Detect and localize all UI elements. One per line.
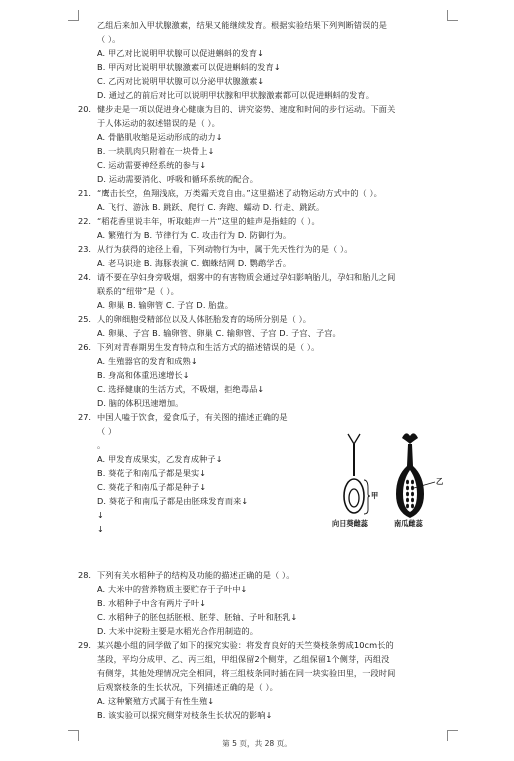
text-line: （ ）。 — [97, 34, 121, 44]
question-number: 24. — [78, 272, 92, 282]
page-footer: 第 5 页，共 28 页。 — [222, 739, 292, 748]
text-line: C. 运动需要神经系统的参与↓ — [97, 160, 207, 170]
text-line: C. 乙丙对比说明甲状腺可以分泌甲状腺激素↓ — [97, 76, 265, 86]
question-number: 25. — [78, 314, 92, 324]
text-line: 请不要在孕妇身旁吸烟，烟雾中的有害物质会通过孕妇影响胎儿，孕妇和胎儿之间 — [97, 272, 396, 282]
text-line: 下列对青春期男生发育特点和生活方式的描述错误的是（ ）。 — [97, 342, 320, 352]
pistil-figure — [332, 430, 452, 530]
question-number: 29. — [78, 640, 92, 650]
caption-pumpkin: 南瓜雌蕊 — [394, 519, 423, 528]
text-line: A. 老马识途 B. 海豚表演 C. 蜘蛛结网 D. 鹦鹉学舌。 — [97, 258, 292, 268]
question-number: 21. — [78, 188, 92, 198]
text-line: 后观察枝条的生长状况，下列描述正确的是（ ）。 — [97, 682, 278, 692]
pistil-diagram — [332, 430, 452, 530]
text-line: D. 大米中淀粉主要是水稻光合作用制造的。 — [97, 626, 258, 636]
text-line: C. 水稻种子的胚包括胚根、胚芽、胚轴、子叶和胚乳↓ — [97, 612, 298, 622]
caption-sunflower: 向日葵雌蕊 — [332, 519, 368, 528]
text-line: 人的卵细胞受精部位以及人体胚胎发育的场所分别是（ ）。 — [97, 314, 312, 324]
label-yi: 乙 — [436, 477, 444, 486]
text-line: 中国人嗑于饮食，爱食瓜子，有关图的描述正确的是 — [97, 412, 288, 422]
text-line: A. 卵巢、子宫 B. 输卵管、卵巢 C. 输卵管、子宫 D. 子宫、子宫。 — [97, 328, 341, 338]
text-line: 茎段，平均分成甲、乙、丙三组，甲组保留2个侧芽，乙组保留1个侧芽，丙组没 — [97, 654, 390, 664]
text-line: D. 葵花子和南瓜子都是由胚珠发育而来↓ — [97, 496, 249, 506]
text-line: ↓ — [97, 524, 104, 534]
text-line: A. 卵巢 B. 输卵管 C. 子宫 D. 胎盘。 — [97, 300, 234, 310]
text-line: B. 葵花子和南瓜子都是果实↓ — [97, 468, 207, 478]
text-line: 联系的“纽带”是（ ）。 — [97, 286, 179, 296]
text-line: D. 通过乙的前后对比可以说明甲状腺和甲状腺激素都可以促进蝌蚪的发育。 — [97, 90, 375, 100]
text-line: D. 脑的体积迅速增加。 — [97, 398, 184, 408]
text-line: A. 生殖器官的发育和成熟↓ — [97, 356, 198, 366]
text-line: A. 甲乙对比说明甲状腺可以促进蝌蚪的发育↓ — [97, 48, 265, 58]
text-line: A. 飞行、游泳 B. 跳跃、爬行 C. 奔跑、蠕动 D. 行走、跳跃。 — [97, 202, 325, 212]
text-line: B. 一块肌肉只附着在一块骨上↓ — [97, 146, 215, 156]
label-jia: 甲 — [371, 491, 379, 500]
text-line: A. 骨骼肌收缩是运动形成的动力↓ — [97, 132, 223, 142]
text-line: 从行为获得的途径上看，下列动物行为中，属于先天性行为的是（ ）。 — [97, 244, 353, 254]
question-number: 20. — [78, 104, 92, 114]
text-line: 有侧芽，其他处理情况完全相同，将三组枝条同时插在同一块实验田里，一段时间 — [97, 668, 396, 678]
text-line: C. 选择健康的生活方式，不吸烟，拒绝毒品↓ — [97, 384, 265, 394]
question-number: 27. — [78, 412, 92, 422]
text-line: ↓ — [97, 510, 104, 520]
question-number: 28. — [78, 570, 92, 580]
question-number: 26. — [78, 342, 92, 352]
text-line: D. 运动需要消化、呼吸和循环系统的配合。 — [97, 174, 258, 184]
page-corner-mark — [68, 10, 79, 21]
text-line: B. 水稻种子中含有两片子叶↓ — [97, 598, 207, 608]
text-line: A. 这种繁殖方式属于有性生殖↓ — [97, 696, 215, 706]
text-line: B. 甲丙对比说明甲状腺激素可以促进蝌蚪的发育↓ — [97, 62, 281, 72]
text-line: “鹰击长空，鱼翔浅底，万类霜天竞自由。”这里描述了动物运动方式中的（ ）。 — [97, 188, 382, 198]
text-line: 。 — [97, 440, 106, 450]
text-line: A. 甲发育成果实，乙发育成种子↓ — [97, 454, 223, 464]
text-line: C. 葵花子和南瓜子都是种子↓ — [97, 482, 207, 492]
text-line: 乙组后来加入甲状腺激素，结果又能继续发育。根据实验结果下列判断错误的是 — [97, 20, 388, 30]
text-line: A. 大米中的营养物质主要贮存于子叶中↓ — [97, 584, 248, 594]
question-number: 22. — [78, 216, 92, 226]
sunflower-pistil-drawing — [344, 434, 370, 514]
text-line: A. 繁殖行为 B. 节律行为 C. 攻击行为 D. 防御行为。 — [97, 230, 292, 240]
text-line: “稻花香里说丰年，听取蛙声一片”这里的蛙声是指蛙的（ ）。 — [97, 216, 320, 226]
text-line: 下列有关水稻种子的结构及功能的描述正确的是（ ）。 — [97, 570, 295, 580]
text-line: B. 该实验可以探究侧芽对枝条生长状况的影响↓ — [97, 710, 273, 720]
text-line: 于人体运动的叙述错误的是（ ）。 — [97, 118, 220, 128]
text-line: 某兴趣小组的同学做了如下的探究实验：将发育良好的天竺葵枝条剪成10cm长的 — [97, 640, 394, 650]
text-line: 健步走是一项以促进身心健康为目的、讲究姿势、速度和时间的步行运动。下面关 — [97, 104, 396, 114]
pumpkin-pistil-drawing — [396, 433, 435, 518]
question-number: 23. — [78, 244, 92, 254]
text-line: （ ） — [97, 426, 117, 436]
text-line: B. 身高和体重迅速增长↓ — [97, 370, 190, 380]
page-corner-mark — [447, 10, 458, 21]
